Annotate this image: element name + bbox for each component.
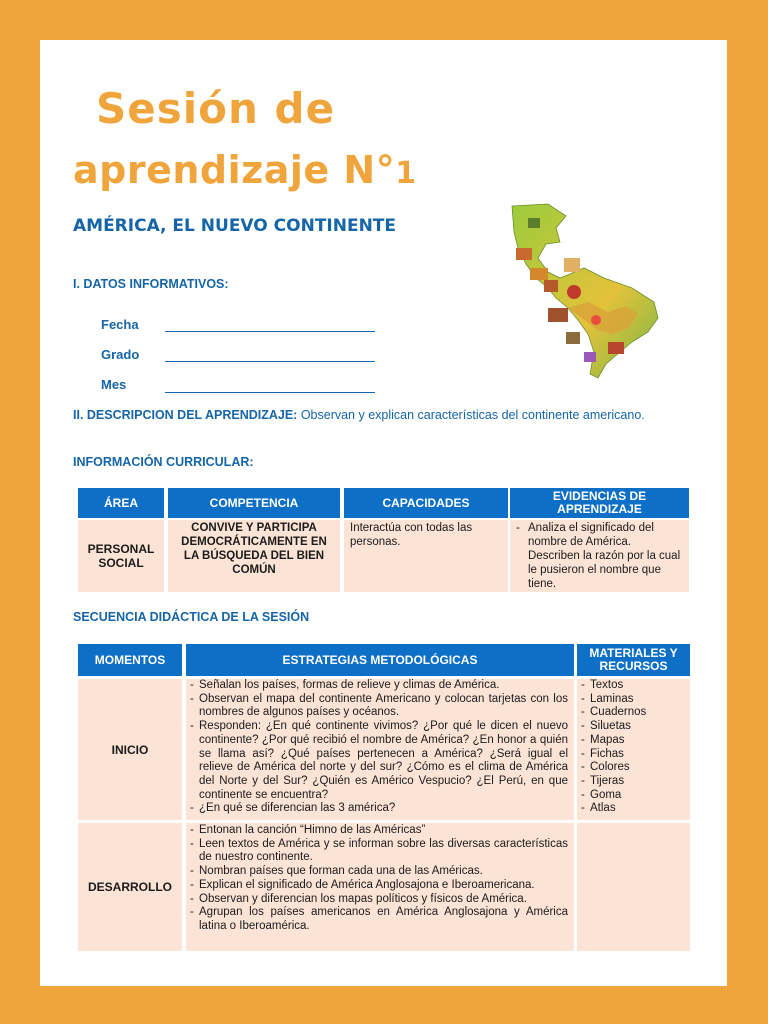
- fecha-line: [165, 330, 375, 332]
- mes-line: [165, 391, 375, 393]
- lesson-subtitle: AMÉRICA, EL NUEVO CONTINENTE: [73, 216, 397, 236]
- americas-map-illustration: [508, 202, 668, 382]
- materiales-list: [579, 679, 688, 816]
- list-item: - Observan el mapa del continente Americano y colocan tarjetas con los nombres de algunos países y océanos.: [188, 693, 568, 720]
- descripcion-label: II. DESCRIPCION DEL APRENDIZAJE:: [73, 408, 298, 422]
- list-item: - Responden: ¿En qué continente vivimos? ¿Por qué le dicen el nuevo continente? ¿Por qué recibió el nombre de América? ¿En honor a quién se llama así? ¿Qué países pertenecen a América? ¿Será igual el relieve de América del norte y del sur? ¿Cómo es el clima de América del Norte y del Sur? ¿Quién es Américo Vespucio? ¿El Perú, en que continente se encuentra?: [188, 720, 568, 802]
- estrategias-desarrollo-cell: [186, 823, 574, 951]
- momento-desarrollo: DESARROLLO: [78, 823, 182, 951]
- list-item: - Nombran países que forman cada una de las Américas.: [188, 865, 568, 879]
- header-area: ÁREA: [78, 488, 164, 518]
- session-number: 1: [395, 156, 417, 191]
- materiales-cell: [577, 679, 690, 820]
- list-item: - ¿En qué se diferencian las 3 américa?: [188, 802, 568, 816]
- document-page: [40, 40, 727, 986]
- list-item: - Siluetas: [579, 720, 688, 734]
- momento-inicio: INICIO: [78, 679, 182, 820]
- list-item: - Textos: [579, 679, 688, 693]
- list-item: - Mapas: [579, 734, 688, 748]
- estrategias-inicio-cell: [186, 679, 574, 820]
- list-item: - Agrupan los países americanos en América Anglosajona y América latina o Iberoamérica.: [188, 906, 568, 933]
- header-capacidades: CAPACIDADES: [344, 488, 508, 518]
- materiales-desarrollo-cell: [577, 823, 690, 951]
- header-evidencias: EVIDENCIAS DE APRENDIZAJE: [510, 488, 689, 518]
- field-label-grado: Grado: [101, 347, 140, 362]
- evidencias-item: - Analiza el significado del nombre de América. Describen la razón por la cual le pusieron el nombre que tiene.: [514, 521, 683, 591]
- list-item: - Fichas: [579, 748, 688, 762]
- grado-line: [165, 360, 375, 362]
- list-item: - Entonan la canción “Himno de las Américas”: [188, 824, 568, 838]
- list-item: - Laminas: [579, 693, 688, 707]
- field-label-mes: Mes: [101, 377, 127, 392]
- list-item: - Atlas: [579, 802, 688, 816]
- list-item: - Señalan los países, formas de relieve y climas de América.: [188, 679, 568, 693]
- title-line-1: Sesión de: [96, 84, 336, 133]
- title-line-2: [73, 148, 417, 192]
- inicio-list: [188, 679, 568, 816]
- title-text: aprendizaje N°: [73, 148, 396, 192]
- evidencias-cell: [510, 520, 689, 592]
- descripcion-text: Observan y explican características del continente americano.: [297, 408, 645, 422]
- list-item: - Leen textos de América y se informan sobre las diversas características de nuestro continente.: [188, 838, 568, 865]
- header-materiales: MATERIALES Y RECURSOS: [577, 644, 690, 676]
- list-item: - Goma: [579, 789, 688, 803]
- header-competencia: COMPETENCIA: [168, 488, 340, 518]
- list-item: - Observan y diferencian los mapas políticos y físicos de América.: [188, 893, 568, 907]
- evidencias-list: [514, 521, 683, 591]
- descripcion-aprendizaje: [73, 407, 663, 424]
- competencia-cell: CONVIVE Y PARTICIPA DEMOCRÁTICAMENTE EN LA BÚSQUEDA DEL BIEN COMÚN: [168, 520, 340, 592]
- list-item: - Colores: [579, 761, 688, 775]
- field-label-fecha: Fecha: [101, 317, 139, 332]
- header-estrategias: ESTRATEGIAS METODOLÓGICAS: [186, 644, 574, 676]
- header-momentos: MOMENTOS: [78, 644, 182, 676]
- list-item: - Cuadernos: [579, 706, 688, 720]
- list-item: - Explican el significado de América Anglosajona e Iberoamericana.: [188, 879, 568, 893]
- list-item: - Tijeras: [579, 775, 688, 789]
- capacidades-cell: Interactúa con todas las personas.: [344, 520, 508, 592]
- area-cell: PERSONAL SOCIAL: [78, 520, 164, 592]
- secuencia-heading: SECUENCIA DIDÁCTICA DE LA SESIÓN: [73, 610, 310, 624]
- datos-informativos-heading: I. DATOS INFORMATIVOS:: [73, 277, 229, 291]
- desarrollo-list: [188, 824, 568, 934]
- informacion-curricular-heading: INFORMACIÓN CURRICULAR:: [73, 455, 254, 469]
